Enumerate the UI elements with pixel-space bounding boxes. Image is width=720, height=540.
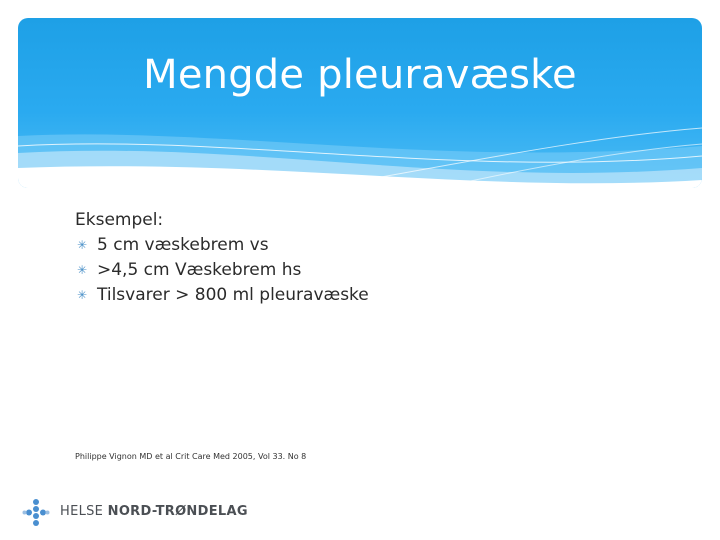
dot-cross-logo-icon xyxy=(22,498,52,528)
intro-label: Eksempel: xyxy=(75,210,164,230)
title-banner xyxy=(18,18,702,188)
banner-wave-decoration xyxy=(18,18,702,188)
bullet-item xyxy=(75,283,675,308)
asterisk-bullet-icon: ✳ xyxy=(76,238,88,252)
bullet-item xyxy=(75,233,675,258)
logo-wordmark xyxy=(60,504,248,519)
organization-logo xyxy=(22,498,252,528)
logo-name-bold: NORD-TRØNDELAG xyxy=(107,504,248,519)
asterisk-bullet-icon: ✳ xyxy=(76,288,88,302)
logo-name-regular: HELSE xyxy=(60,504,108,519)
bullet-list xyxy=(75,233,675,308)
bullet-item xyxy=(75,258,675,283)
slide-body xyxy=(75,208,675,308)
bullet-text: >4,5 cm Væskebrem hs xyxy=(97,260,302,280)
bullet-text: Tilsvarer > 800 ml pleuravæske xyxy=(97,285,369,305)
slide-title: Mengde pleuravæske xyxy=(143,52,577,98)
bullet-text: 5 cm væskebrem vs xyxy=(97,235,269,255)
asterisk-bullet-icon: ✳ xyxy=(76,263,88,277)
citation: Philippe Vignon MD et al Crit Care Med 2005, Vol 33. No 8 xyxy=(75,452,307,461)
